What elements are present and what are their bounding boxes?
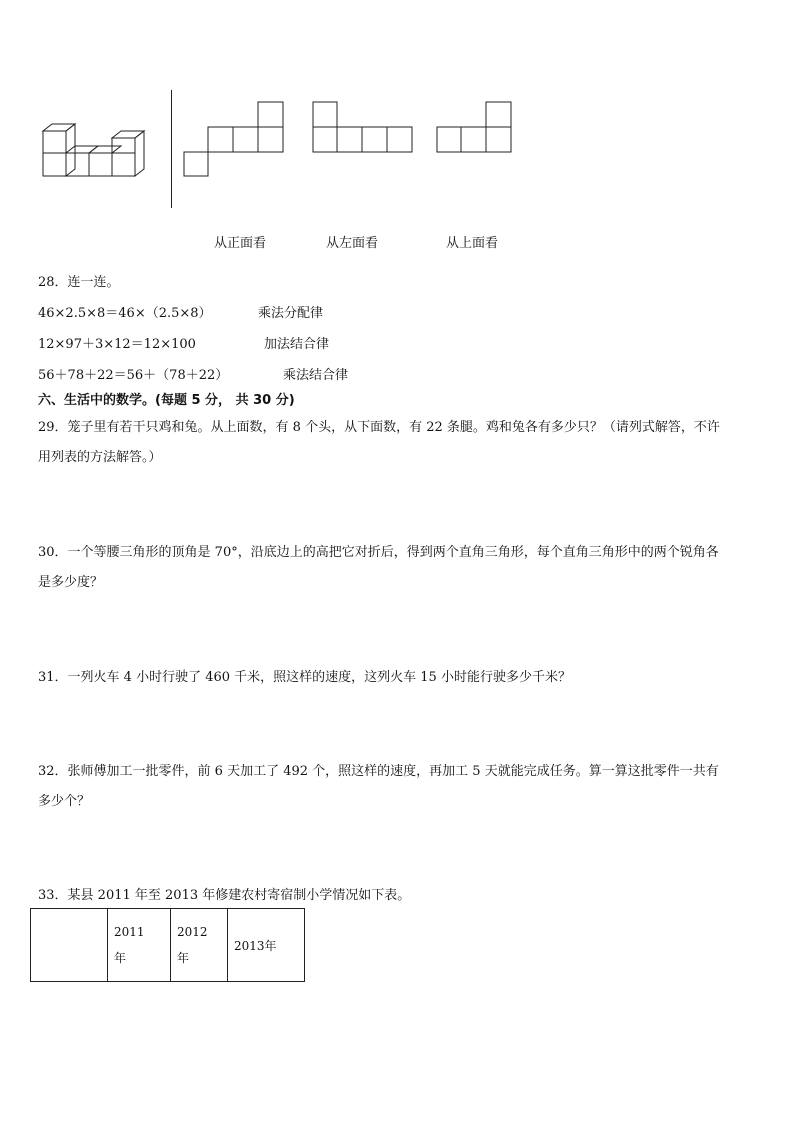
table-cell-2011 (108, 909, 171, 982)
table-cell-2012 (171, 909, 228, 982)
section-6-heading: 六、生活中的数学。(每题 5 分， 共 30 分) (38, 393, 295, 408)
cube-solid-figure (38, 120, 158, 180)
question-28-title: 28．连一连。 (38, 275, 120, 290)
q28-expr-1: 46×2.5×8＝46×（2.5×8） (38, 306, 212, 321)
question-29-line2: 用列表的方法解答。） (38, 450, 162, 465)
question-30-line1: 30．一个等腰三角形的顶角是 70°，沿底边上的高把它对折后，得到两个直角三角形，每个直角三角形中的两个锐角各 (38, 545, 719, 560)
question-30-line2: 是多少度？ (38, 575, 104, 590)
view-grid-front (182, 100, 286, 180)
question-33-title: 33．某县 2011 年至 2013 年修建农村寄宿制小学情况如下表。 (38, 888, 411, 903)
question-31: 31．一列火车 4 小时行驶了 460 千米，照这样的速度，这列火车 15 小时能行驶多少千米？ (38, 670, 571, 685)
q28-law-3: 乘法结合律 (283, 368, 349, 383)
q28-expr-3: 56＋78＋22＝56＋（78＋22） (38, 368, 229, 383)
cell-year: 2012 (177, 925, 208, 939)
table-cell-2013: 2013年 (228, 909, 305, 982)
question-32-line1: 32．张师傅加工一批零件，前 6 天加工了 492 个，照这样的速度，再加工 5 天就能完成任务。算一算这批零件一共有 (38, 764, 719, 779)
table-cell-empty (31, 909, 108, 982)
q28-law-2: 加法结合律 (264, 337, 330, 352)
view-label-top: 从上面看 (446, 236, 499, 251)
view-grid-left (311, 100, 415, 156)
cell-unit: 年 (177, 951, 190, 965)
divider (171, 90, 172, 208)
cell-year: 2011 (114, 925, 145, 939)
table-row (31, 909, 305, 982)
q33-table (30, 908, 305, 982)
q28-expr-2: 12×97＋3×12＝12×100 (38, 337, 196, 352)
view-label-left: 从左面看 (326, 236, 379, 251)
view-grid-top (435, 100, 515, 156)
view-label-front: 从正面看 (214, 236, 267, 251)
q28-law-1: 乘法分配律 (258, 306, 324, 321)
question-29-line1: 29．笼子里有若干只鸡和兔。从上面数，有 8 个头，从下面数，有 22 条腿。鸡和兔各有多少只？（请列式解答，不许 (38, 420, 720, 435)
question-32-line2: 多少个？ (38, 794, 91, 809)
cell-unit: 年 (114, 951, 127, 965)
